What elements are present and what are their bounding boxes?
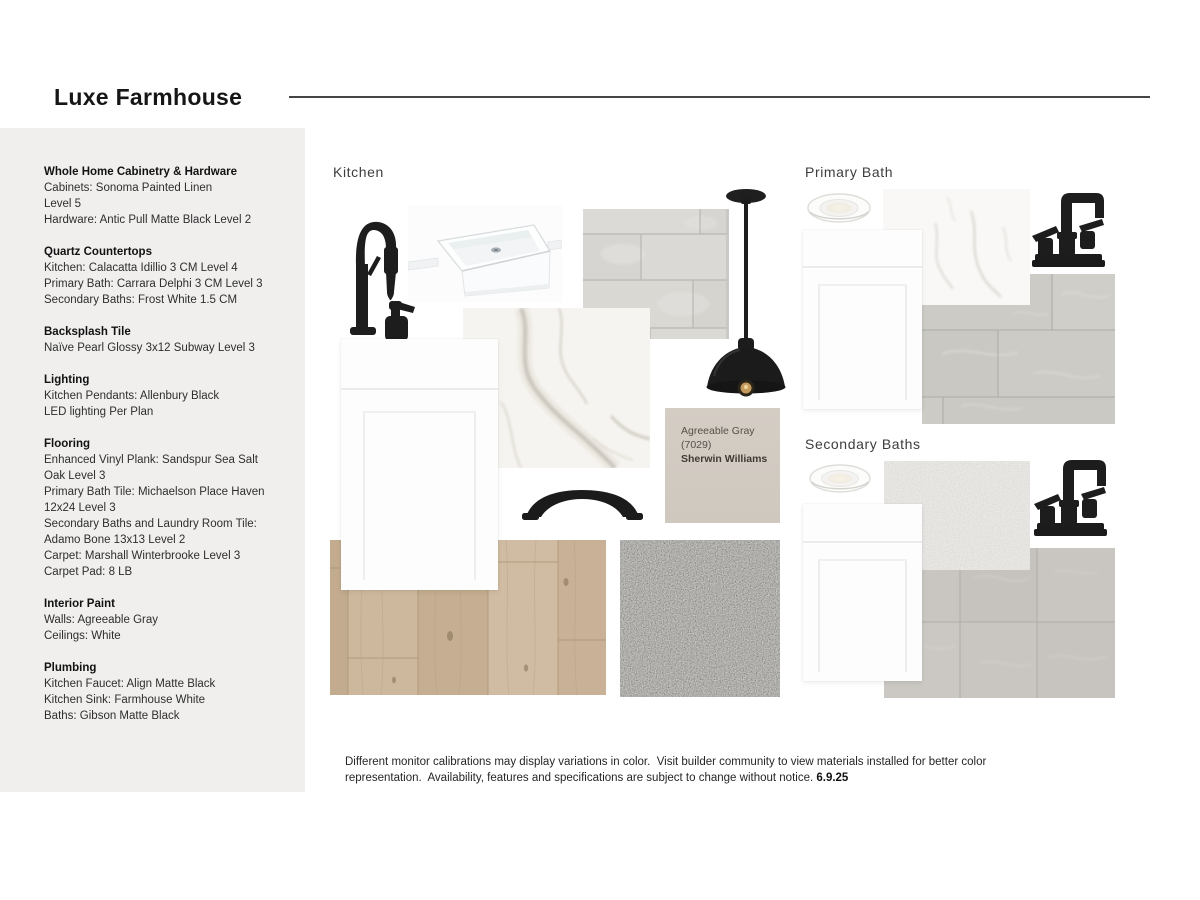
recessed-light-image [806,192,872,225]
sidebar-section-line: Primary Bath Tile: Michaelson Place Haven [44,486,265,498]
secondary-bath-cabinet-door-swatch [803,504,922,681]
disclaimer-text: Different monitor calibrations may display variations in color. Visit builder community to view materials installed for better color representation. Availability, features and specifications are subject to change without notice. [345,756,990,784]
cabinet-panel-rail [818,284,907,286]
header-rule [289,96,1150,98]
kitchen-board-label: Kitchen [333,164,384,180]
soap-dispenser-image [381,296,423,342]
kitchen-cabinet-door-swatch [341,339,498,590]
paint-brand: Sherwin Williams [681,453,768,465]
cabinet-panel-rail [363,411,476,413]
sidebar-section-title: Whole Home Cabinetry & Hardware [44,166,237,178]
sidebar-section-line: 12x24 Level 3 [44,502,116,514]
cabinet-panel-stile [905,284,907,400]
sidebar-section-line: Secondary Baths: Frost White 1.5 CM [44,294,238,306]
primary-bath-board-label: Primary Bath [805,164,894,180]
recessed-light-image [808,463,872,495]
sidebar-sections [44,164,277,724]
sidebar-section-line: Oak Level 3 [44,470,106,482]
sidebar-section-title: Flooring [44,438,90,450]
sidebar-section-title: Quartz Countertops [44,246,152,258]
cabinet-panel-stile [905,559,907,672]
footer-disclaimer [345,754,1053,786]
sidebar [0,128,305,792]
sidebar-section-line: Kitchen Pendants: Allenbury Black [44,390,220,402]
sidebar-section [44,324,277,356]
sidebar-section-line: Carpet Pad: 8 LB [44,566,133,578]
sidebar-section [44,660,277,724]
carpet-swatch [620,540,780,697]
paint-name: Agreeable Gray (7029) [681,425,755,451]
sidebar-section-title: Backsplash Tile [44,326,131,338]
cabinet-pull-image [520,480,645,525]
sidebar-section-line: Walls: Agreeable Gray [44,614,158,626]
sidebar-section-line: Naïve Pearl Glossy 3x12 Subway Level 3 [44,342,255,354]
cabinet-panel-stile [818,284,820,400]
sidebar-section-line: Kitchen Sink: Farmhouse White [44,694,206,706]
sidebar-section-line: Adamo Bone 13x13 Level 2 [44,534,186,546]
cabinet-drawer-divider [803,541,922,543]
sidebar-section-line: LED lighting Per Plan [44,406,154,418]
kitchen-sink-image [408,205,562,302]
sidebar-section [44,372,277,420]
sidebar-section-line: Enhanced Vinyl Plank: Sandspur Sea Salt [44,454,258,466]
sidebar-section-line: Hardware: Antic Pull Matte Black Level 2 [44,214,252,226]
sidebar-section [44,436,277,580]
primary-bath-faucet-image [1032,188,1114,270]
secondary-bath-faucet-image [1034,455,1116,539]
secondary-baths-board-label: Secondary Baths [805,436,921,452]
sidebar-section-line: Carpet: Marshall Winterbrooke Level 3 [44,550,241,562]
pendant-light-image [700,186,795,401]
primary-bath-cabinet-door-swatch [803,230,922,409]
sidebar-section-line: Ceilings: White [44,630,121,642]
sidebar-section-line: Secondary Baths and Laundry Room Tile: [44,518,257,530]
sidebar-section-line: Kitchen: Calacatta Idillio 3 CM Level 4 [44,262,238,274]
sidebar-section [44,596,277,644]
sidebar-section-title: Lighting [44,374,90,386]
sidebar-section-title: Interior Paint [44,598,115,610]
cabinet-drawer-divider [341,388,498,390]
sidebar-section [44,244,277,308]
cabinet-drawer-divider [803,266,922,268]
cabinet-panel-rail [818,559,907,561]
sidebar-section-title: Plumbing [44,662,97,674]
sidebar-section-line: Primary Bath: Carrara Delphi 3 CM Level 3 [44,278,263,290]
sidebar-section-line: Kitchen Faucet: Align Matte Black [44,678,216,690]
sidebar-section-line: Cabinets: Sonoma Painted Linen [44,182,213,194]
paint-swatch [665,408,780,523]
sidebar-section [44,164,277,228]
sidebar-section-line: Level 5 [44,198,82,210]
page-title: Luxe Farmhouse [54,84,243,110]
cabinet-panel-stile [818,559,820,672]
revision-date: 6.9.25 [816,772,849,784]
cabinet-panel-stile [363,411,365,580]
cabinet-panel-stile [474,411,476,580]
sidebar-section-line: Baths: Gibson Matte Black [44,710,180,722]
